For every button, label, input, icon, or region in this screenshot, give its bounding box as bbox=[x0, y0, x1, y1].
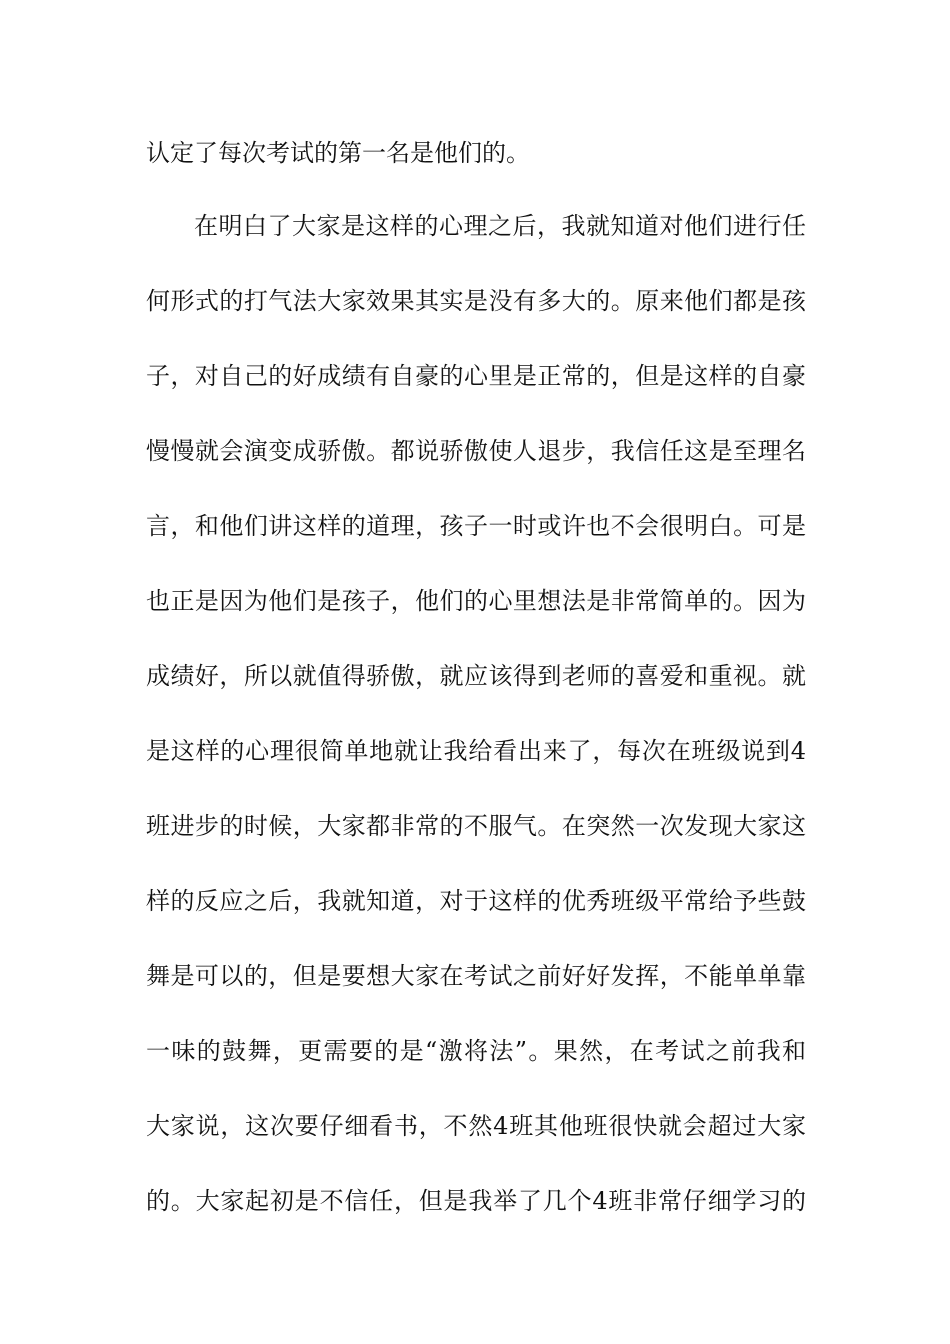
text-line-4: 子，对自己的好成绩有自豪的心里是正常的，但是这样的自豪 bbox=[146, 362, 806, 390]
text-line-9: 是这样的心理很简单地就让我给看出来了，每次在班级说到4 bbox=[146, 737, 806, 765]
text-line-14: 大家说，这次要仔细看书，不然4班其他班很快就会超过大家 bbox=[146, 1112, 806, 1140]
text-line-1: 认定了每次考试的第一名是他们的。 bbox=[146, 139, 530, 167]
text-line-13: 一味的鼓舞，更需要的是“激将法”。果然，在考试之前我和 bbox=[146, 1037, 806, 1065]
text-line-7: 也正是因为他们是孩子，他们的心里想法是非常简单的。因为 bbox=[146, 587, 806, 615]
text-line-8: 成绩好，所以就值得骄傲，就应该得到老师的喜爱和重视。就 bbox=[146, 662, 806, 690]
text-line-6: 言，和他们讲这样的道理，孩子一时或许也不会很明白。可是 bbox=[146, 512, 806, 540]
text-line-5: 慢慢就会演变成骄傲。都说骄傲使人退步，我信任这是至理名 bbox=[146, 437, 806, 465]
text-line-15: 的。大家起初是不信任，但是我举了几个4班非常仔细学习的 bbox=[146, 1187, 806, 1215]
text-line-10: 班进步的时候，大家都非常的不服气。在突然一次发现大家这 bbox=[146, 812, 806, 840]
text-line-2: 在明白了大家是这样的心理之后，我就知道对他们进行任 bbox=[194, 212, 806, 240]
text-line-11: 样的反应之后，我就知道，对于这样的优秀班级平常给予些鼓 bbox=[146, 887, 806, 915]
text-line-12: 舞是可以的，但是要想大家在考试之前好好发挥，不能单单靠 bbox=[146, 962, 806, 990]
text-line-3: 何形式的打气法大家效果其实是没有多大的。原来他们都是孩 bbox=[146, 287, 806, 315]
